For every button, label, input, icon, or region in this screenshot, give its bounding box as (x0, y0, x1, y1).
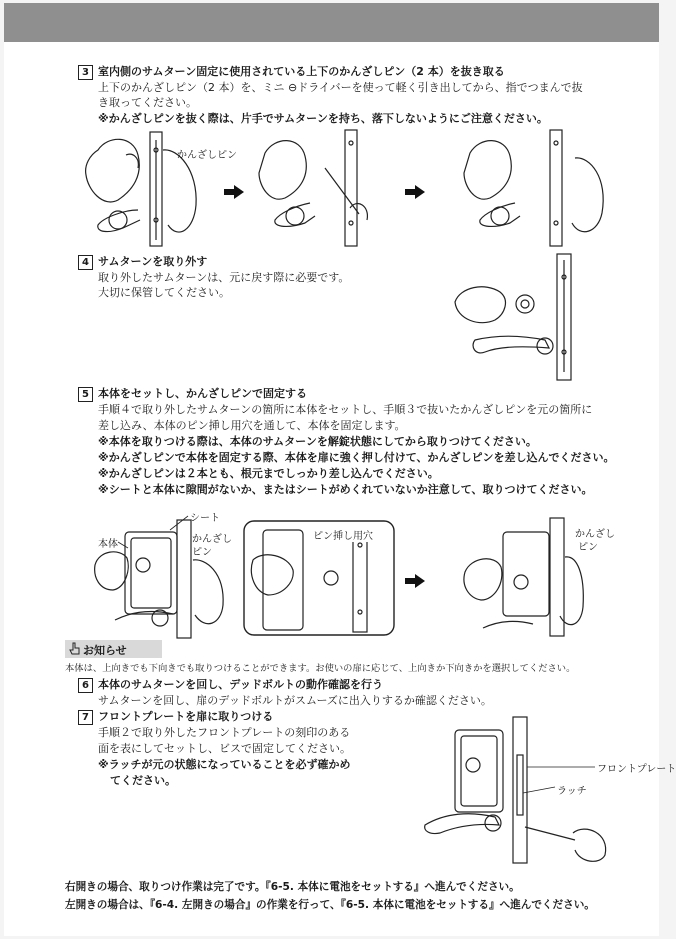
step5-number: 5 (78, 387, 93, 402)
step3-label-pin: かんざしピン (177, 150, 237, 161)
step5-label-sheet: シート (190, 513, 220, 524)
step3-body-line2: き取ってください。 (98, 96, 197, 109)
step7-heading: 7 フロントプレートを扉に取りつける (78, 709, 273, 725)
step5-label-pin-b1: かんざし (575, 529, 615, 540)
step3-note: ※かんざしピンを抜く際は、片手でサムターンを持ち、落下しないようにご注意ください。 (98, 112, 548, 125)
step4-number: 4 (78, 255, 93, 270)
step5-illustration-2 (455, 512, 585, 640)
step5-note4: ※シートと本体に隙間がないか、またはシートがめくれていないか注意して、取りつけてください。 (98, 483, 593, 496)
step5-label-pin-a2: ピン (192, 547, 212, 558)
step7-body-line2: 面を表にしてセットし、ビスで固定してください。 (98, 742, 351, 755)
step5-label-pin-b2: ピン (578, 542, 598, 553)
step4-heading: 4 サムターンを取り外す (78, 254, 207, 270)
step3-number: 3 (78, 65, 93, 80)
arrow-icon (405, 574, 425, 588)
step5-label-pin-a1: かんざし (192, 534, 232, 545)
pointing-hand-icon (69, 642, 81, 656)
step3-body-line1: 上下のかんざしピン（2 本）を、ミニ ⊖ドライバーを使って軽く引き出してから、指でつまんで抜 (98, 81, 583, 94)
step4-body-line2: 大切に保管してください。 (98, 286, 230, 299)
step7-note-line2: てください。 (110, 774, 176, 787)
step5-body-line1: 手順４で取り外したサムターンの箇所に本体をセットし、手順３で抜いたかんざしピンを元の箇所に (98, 403, 593, 416)
notice-title: お知らせ (83, 644, 127, 657)
footer-line1: 右開きの場合、取りつけ作業は完了です。『6-5. 本体に電池をセットする』へ進んでください。 (65, 881, 520, 893)
step6-body-line1: サムターンを回し、扉のデッドボルトがスムーズに出入りするか確認ください。 (98, 694, 492, 707)
step5-label-pinhole: ピン挿し用穴 (313, 527, 373, 542)
step5-heading: 5 本体をセットし、かんざしピンで固定する (78, 386, 307, 402)
step4-body-line1: 取り外したサムターンは、元に戻す際に必要です。 (98, 271, 350, 284)
step7-label-latch: ラッチ (557, 786, 587, 797)
notice-text: 本体は、上向きでも下向きでも取りつけることができます。お使いの扉に応じて、上向きか下向きかを選択してください。 (65, 663, 576, 674)
step5-note1: ※本体を取りつける際は、本体のサムターンを解錠状態にしてから取りつけてください。 (98, 435, 537, 448)
footer-line2: 左開きの場合は、『6-4. 左開きの場合』の作業を行って、『6-5. 本体に電池をセットする』へ進んでください。 (65, 899, 595, 911)
step7-note-line1: ※ラッチが元の状態になっていることを必ず確かめ (98, 758, 351, 771)
step7-label-front: フロントプレート (597, 764, 676, 775)
step5-body-line2: 差し込み、本体のピン挿し用穴を通して、本体を固定します。 (98, 419, 406, 432)
step5-label-body: 本体 (98, 539, 118, 550)
step3-heading: 3 室内側のサムターン固定に使用されている上下のかんざしピン（2 本）を抜き取る (78, 64, 505, 80)
notice-title-box (65, 640, 162, 658)
step5-note3: ※かんざしピンは２本とも、根元までしっかり差し込んでください。 (98, 467, 439, 480)
step7-body-line1: 手順２で取り外したフロントプレートの刻印のある (98, 726, 351, 739)
step6-number: 6 (78, 678, 93, 693)
step5-note2: ※かんざしピンで本体を固定する際、本体を扉に強く押し付けて、かんざしピンを差し込んでください。 (98, 451, 615, 464)
step7-number: 7 (78, 710, 93, 725)
step6-heading: 6 本体のサムターンを回し、デッドボルトの動作確認を行う (78, 677, 383, 693)
